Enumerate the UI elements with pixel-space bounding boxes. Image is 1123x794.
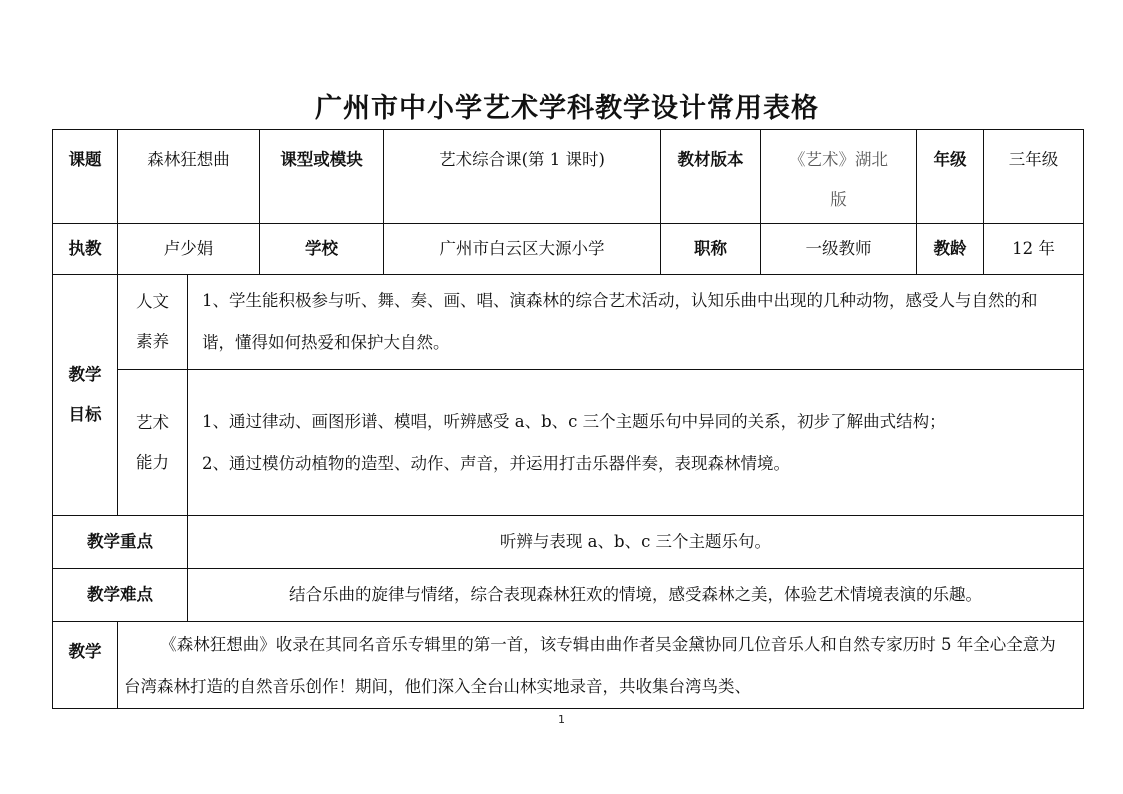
difficult-points-label: 教学难点 [53, 569, 188, 622]
humanities-label-line1: 人文 [136, 292, 169, 311]
teaching-years-label: 教龄 [917, 224, 984, 275]
lesson-type-label: 课型或模块 [260, 130, 384, 224]
art-ability-item-1: 1、通过律动、画图形谱、模唱，听辨感受 a、b、c 三个主题乐句中异同的关系，初步了解曲式结构； [202, 411, 946, 431]
humanities-text: 1、学生能积极参与听、舞、奏、画、唱、演森林的综合艺术活动，认知乐曲中出现的几种动物，感受人与自然的和谐，懂得如何热爱和保护大自然。 [188, 275, 1084, 370]
background-text: 《森林狂想曲》收录在其同名音乐专辑里的第一首，该专辑由曲作者吴金黛协同几位音乐人和自然专家历时 5 年全心全意为台湾森林打造的自然音乐创作！期间，他们深入全台山林实地录音，共收集台湾鸟类、 [118, 622, 1084, 709]
art-ability-item-2: 2、通过模仿动植物的造型、动作、声音，并运用打击乐器伴奏，表现森林情境。 [202, 453, 790, 473]
teaching-years-value: 12 年 [984, 224, 1084, 275]
lesson-design-table [52, 129, 1084, 709]
topic-value: 森林狂想曲 [118, 130, 260, 224]
page-number: 1 [558, 713, 565, 726]
teaching-objectives-label [53, 275, 118, 516]
lesson-type-value: 艺术综合课(第 1 课时) [384, 130, 661, 224]
table-row [53, 516, 1084, 569]
difficult-points-text: 结合乐曲的旋律与情绪，综合表现森林狂欢的情境，感受森林之美，体验艺术情境表演的乐趣。 [188, 569, 1084, 622]
teacher-value: 卢少娟 [118, 224, 260, 275]
key-points-text: 听辨与表现 a、b、c 三个主题乐句。 [188, 516, 1084, 569]
title-rank-label: 职称 [661, 224, 761, 275]
art-ability-text [188, 370, 1084, 516]
key-points-label: 教学重点 [53, 516, 188, 569]
table-row [53, 370, 1084, 516]
art-ability-label-line2: 能力 [136, 452, 169, 472]
background-label: 教学 [53, 622, 118, 709]
table-row [53, 224, 1084, 275]
grade-label: 年级 [917, 130, 984, 224]
humanities-label-line2: 素养 [136, 332, 169, 351]
topic-label: 课题 [53, 130, 118, 224]
art-ability-label [118, 370, 188, 516]
teaching-objectives-label-line2: 目标 [68, 405, 102, 424]
teacher-label: 执教 [53, 224, 118, 275]
table-row [53, 622, 1084, 709]
textbook-edition-label: 教材版本 [661, 130, 761, 224]
humanities-label [118, 275, 188, 370]
school-value: 广州市白云区大源小学 [384, 224, 661, 275]
title-rank-value: 一级教师 [761, 224, 917, 275]
teaching-objectives-label-line1: 教学 [68, 365, 102, 384]
grade-value: 三年级 [984, 130, 1084, 224]
page-title: 广州市中小学艺术学科教学设计常用表格 [315, 93, 819, 124]
school-label: 学校 [260, 224, 384, 275]
table-row [53, 130, 1084, 224]
table-row [53, 569, 1084, 622]
art-ability-label-line1: 艺术 [136, 412, 169, 432]
table-row [53, 275, 1084, 370]
textbook-edition-value: 《艺术》湖北版 [761, 130, 917, 224]
